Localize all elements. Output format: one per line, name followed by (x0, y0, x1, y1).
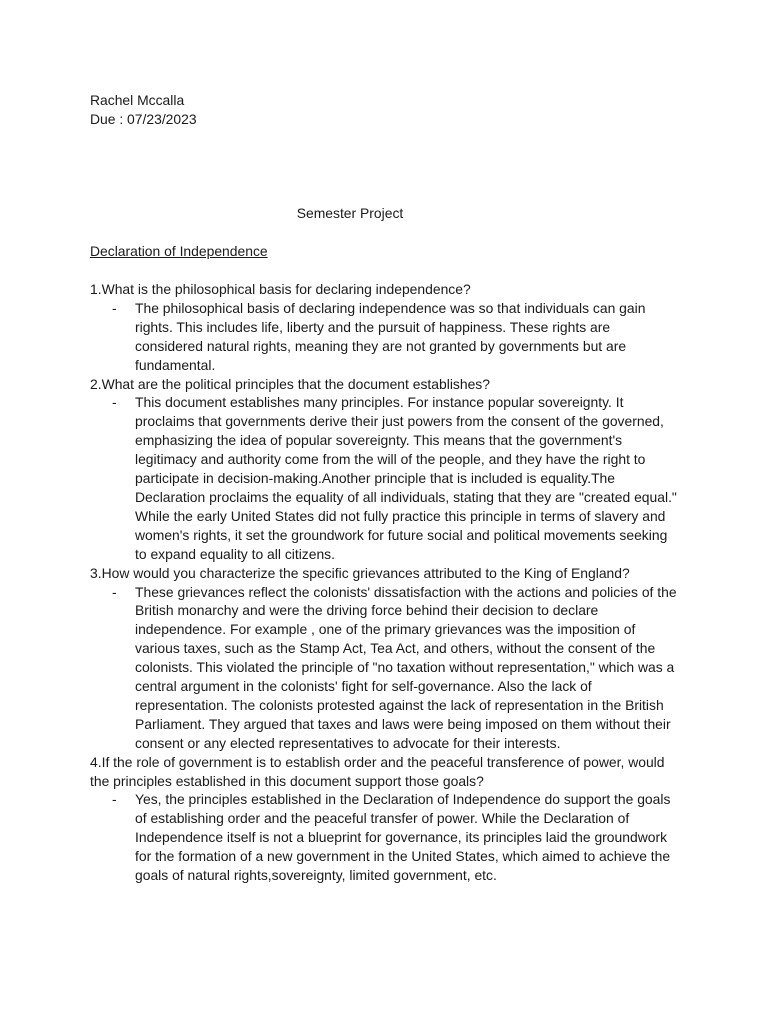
document-title: Semester Project (296, 205, 404, 221)
bullet-dash: - (112, 299, 117, 316)
question-3: 3.How would you characterize the specific grievances attributed to the King of England? (90, 564, 630, 581)
answer-4 (90, 790, 680, 885)
bullet-dash: - (112, 583, 117, 600)
bullet-dash: - (112, 791, 117, 808)
question-2: 2.What are the political principles that the document establishes? (90, 375, 490, 392)
answer-text: The philosophical basis of declaring independence was so that individuals can gain rights. This includes life, liberty and the pursuit of happiness. These rights are considered natural rights, meaning they are not granted by governments but are fundamental. (135, 299, 646, 373)
question-4: 4.If the role of government is to establish order and the peaceful transference of power, would the principles established in this document support those goals? (90, 753, 665, 789)
due-date: Due : 07/23/2023 (90, 110, 197, 127)
author-name: Rachel Mccalla (90, 92, 185, 108)
question-list (90, 280, 680, 885)
question-1: 1.What is the philosophical basis for declaring independence? (90, 281, 471, 297)
answer-3 (90, 583, 680, 753)
answer-2 (90, 393, 680, 563)
answer-1 (90, 299, 680, 375)
document-header (90, 91, 197, 129)
bullet-dash: - (112, 394, 117, 411)
answer-text: This document establishes many principles. For instance popular sovereignty. It proclaims that governments derive their just powers from the consent of the governed, emphasizing the idea of popular sovereignty. This means that the government's legitimacy and authority come from the will of the people, and they have the right to participate in decision-making.Another principle that is included is equality.The Declaration proclaims the equality of all individuals, stating that they are "created equal." While the early United States did not fully practice this principle in terms of slavery and women's rights, it set the groundwork for future social and political movements seeking to expand equality to all citizens. (135, 394, 677, 562)
answer-text: Yes, the principles established in the Declaration of Independence do support the goals of establishing order and the peaceful transfer of power. While the Declaration of Independence itself is not a blueprint for governance, its principles laid the groundwork for the formation of a new government in the United States, which aimed to achieve the goals of natural rights,sovereignty, limited government, etc. (135, 791, 671, 884)
answer-text: These grievances reflect the colonists' dissatisfaction with the actions and policies of the British monarchy and were the driving force behind their decision to declare independence. For example , one of the primary grievances was the imposition of various taxes, such as the Stamp Act, Tea Act, and others, without the consent of the colonists. This violated the principle of "no taxation without representation," which was a central argument in the colonists' fight for self-governance. Also the lack of representation. The colonists protested against the lack of representation in the British Parliament. They argued that taxes and laws were being imposed on them without their consent or any elected representatives to advocate for their interests. (135, 583, 677, 751)
section-heading: Declaration of Independence (90, 243, 268, 259)
